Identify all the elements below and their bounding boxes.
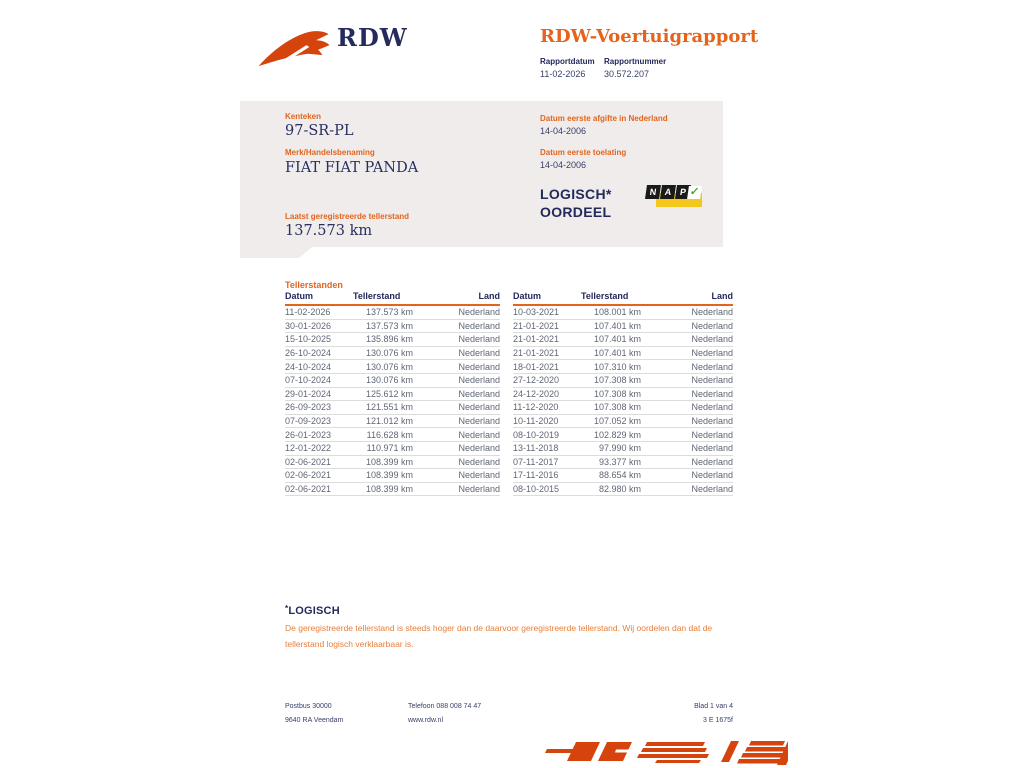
page-title: RDW-Voertuigrapport — [540, 26, 759, 47]
cell-datum: 21-01-2021 — [513, 348, 560, 359]
laatste-tellerstand-value: 137.573 km — [285, 223, 373, 239]
footnote-title-text: LOGISCH — [288, 605, 340, 617]
table-row — [513, 374, 733, 388]
cell-land: Nederland — [458, 402, 500, 413]
cell-land: Nederland — [458, 348, 500, 359]
cell-land: Nederland — [691, 470, 733, 481]
table-row — [285, 333, 500, 347]
cell-stand: 107.308 km — [593, 388, 641, 399]
col-header-land: Land — [478, 291, 500, 301]
report-date-value: 11-02-2026 — [540, 69, 586, 79]
cell-stand: 97.990 km — [598, 443, 641, 454]
cell-land: Nederland — [458, 484, 500, 495]
table-row — [513, 469, 733, 483]
cell-datum: 21-01-2021 — [513, 334, 560, 345]
footer-address-line1: Postbus 30000 — [285, 703, 332, 710]
col-header-datum: Datum — [513, 291, 542, 301]
cell-datum: 18-01-2021 — [513, 361, 560, 372]
table-row — [513, 320, 733, 334]
kenteken-value: 97-SR-PL — [285, 123, 354, 139]
col-header-tellerstand: Tellerstand — [353, 291, 401, 301]
cell-datum: 08-10-2019 — [513, 429, 560, 440]
table-row — [513, 415, 733, 429]
rdw-logo-text: RDW — [337, 23, 408, 52]
cell-datum: 10-11-2020 — [513, 416, 559, 427]
cell-land: Nederland — [458, 429, 500, 440]
cell-datum: 07-11-2017 — [513, 456, 559, 467]
cell-datum: 13-11-2018 — [513, 443, 559, 454]
cell-datum: 17-11-2016 — [513, 470, 559, 481]
table-row — [285, 483, 500, 497]
merk-value: FIAT FIAT PANDA — [285, 160, 419, 176]
table-row — [513, 347, 733, 361]
eerste-afgifte-label: Datum eerste afgifte in Nederland — [540, 114, 668, 123]
table-row — [285, 306, 500, 320]
oordeel-text — [540, 185, 612, 221]
table-row — [285, 374, 500, 388]
cell-land: Nederland — [691, 348, 733, 359]
table-row — [513, 306, 733, 320]
cell-stand: 135.896 km — [365, 334, 413, 345]
table-row — [513, 333, 733, 347]
table-row — [513, 428, 733, 442]
cell-datum: 02-06-2021 — [285, 470, 332, 481]
cell-land: Nederland — [458, 334, 500, 345]
eerste-toelating-value: 14-04-2006 — [540, 160, 587, 170]
table-row — [285, 415, 500, 429]
table-row — [513, 442, 733, 456]
footer-website: www.rdw.nl — [408, 717, 444, 724]
cell-land: Nederland — [691, 375, 733, 386]
report-number-value: 30.572.207 — [604, 69, 650, 79]
report-date-label: Rapportdatum — [540, 57, 595, 66]
tellerstanden-table-left — [285, 291, 500, 496]
cell-land: Nederland — [458, 456, 500, 467]
cell-datum: 11-12-2020 — [513, 402, 559, 413]
cell-stand: 137.573 km — [365, 307, 413, 318]
cell-land: Nederland — [458, 416, 500, 427]
cell-land: Nederland — [458, 361, 500, 372]
cell-datum: 24-12-2020 — [513, 388, 560, 399]
nap-letter-n: N — [645, 185, 661, 199]
table-header — [513, 291, 733, 306]
cell-stand: 107.052 km — [593, 416, 641, 427]
cell-land: Nederland — [691, 416, 733, 427]
cell-stand: 130.076 km — [365, 361, 413, 372]
cell-datum: 02-06-2021 — [285, 484, 332, 495]
cell-land: Nederland — [691, 388, 733, 399]
nap-check-icon: ✓ — [687, 186, 702, 199]
cell-land: Nederland — [458, 375, 500, 386]
cell-stand: 108.399 km — [365, 484, 413, 495]
cell-datum: 10-03-2021 — [513, 307, 560, 318]
nap-letter-a: A — [660, 185, 676, 199]
cell-land: Nederland — [691, 402, 733, 413]
cell-stand: 107.310 km — [593, 361, 641, 372]
cell-land: Nederland — [458, 307, 500, 318]
tellerstanden-table-right — [513, 291, 733, 496]
cell-land: Nederland — [691, 456, 733, 467]
laatste-tellerstand-label: Laatst geregistreerde tellerstand — [285, 212, 410, 221]
cell-land: Nederland — [458, 388, 500, 399]
table-row — [285, 456, 500, 470]
cell-datum: 11-02-2026 — [285, 307, 331, 318]
footnote-text: De geregistreerde tellerstand is steeds hoger dan de daarvoor geregistreerde tellerstand. Wij oordelen dan dat de tellerstand logisch verklaarbaar is. — [285, 623, 713, 649]
cell-land: Nederland — [691, 307, 733, 318]
cell-land: Nederland — [458, 443, 500, 454]
footer-contact — [408, 700, 481, 728]
cell-land: Nederland — [458, 320, 500, 331]
cell-datum: 27-12-2020 — [513, 375, 560, 386]
cell-land: Nederland — [691, 484, 733, 495]
table-row — [285, 428, 500, 442]
table-row — [513, 388, 733, 402]
cell-datum: 08-10-2015 — [513, 484, 560, 495]
report-number-label: Rapportnummer — [604, 57, 667, 66]
cell-land: Nederland — [691, 361, 733, 372]
cell-datum: 26-01-2023 — [285, 429, 332, 440]
cell-stand: 121.551 km — [365, 402, 413, 413]
footer-form-code: 3 E 1675f — [703, 717, 733, 724]
footnote-title — [285, 604, 340, 617]
cell-stand: 82.980 km — [598, 484, 641, 495]
cell-stand: 121.012 km — [365, 416, 413, 427]
cell-datum: 07-09-2023 — [285, 416, 332, 427]
cell-datum: 15-10-2025 — [285, 334, 332, 345]
nap-letter-p: P — [675, 185, 691, 199]
nap-logo — [646, 184, 704, 210]
table-row — [285, 442, 500, 456]
cell-datum: 30-01-2026 — [285, 320, 332, 331]
cell-datum: 24-10-2024 — [285, 361, 332, 372]
cell-stand: 130.076 km — [365, 348, 413, 359]
table-row — [285, 320, 500, 334]
cell-datum: 26-10-2024 — [285, 348, 332, 359]
cell-stand: 108.399 km — [365, 470, 413, 481]
cell-stand: 110.971 km — [366, 443, 413, 454]
cell-stand: 108.399 km — [365, 456, 413, 467]
table-row — [285, 360, 500, 374]
col-header-land: Land — [711, 291, 733, 301]
eerste-toelating-label: Datum eerste toelating — [540, 148, 627, 157]
cell-land: Nederland — [691, 429, 733, 440]
cell-datum: 07-10-2024 — [285, 375, 332, 386]
cell-stand: 108.001 km — [593, 307, 641, 318]
table-row — [285, 469, 500, 483]
table-row — [285, 401, 500, 415]
cell-stand: 116.628 km — [366, 429, 413, 440]
cell-stand: 107.308 km — [593, 402, 641, 413]
vehicle-summary-card-tab — [240, 247, 312, 258]
table-row — [285, 388, 500, 402]
kenteken-label: Kenteken — [285, 112, 322, 121]
cell-datum: 12-01-2022 — [285, 443, 332, 454]
merk-label: Merk/Handelsbenaming — [285, 148, 375, 157]
footer-address — [285, 700, 343, 728]
rdw-logo-icon — [256, 24, 334, 70]
col-header-tellerstand: Tellerstand — [581, 291, 629, 301]
footer-page-info — [633, 700, 733, 728]
cell-stand: 107.401 km — [593, 320, 641, 331]
table-row — [513, 483, 733, 497]
oordeel-line2: OORDEEL — [540, 204, 612, 220]
rdw-footer-graphic — [545, 737, 788, 768]
cell-stand: 93.377 km — [598, 456, 641, 467]
cell-stand: 88.654 km — [598, 470, 641, 481]
footnote-asterisk: * — [285, 604, 289, 613]
cell-stand: 125.612 km — [365, 388, 413, 399]
eerste-afgifte-value: 14-04-2006 — [540, 126, 587, 136]
cell-stand: 107.401 km — [593, 334, 641, 345]
cell-datum: 26-09-2023 — [285, 402, 332, 413]
cell-land: Nederland — [691, 320, 733, 331]
footer-address-line2: 9640 RA Veendam — [285, 717, 344, 724]
tellerstanden-section-title: Tellerstanden — [285, 280, 343, 290]
col-header-datum: Datum — [285, 291, 314, 301]
cell-land: Nederland — [691, 334, 733, 345]
table-row — [513, 401, 733, 415]
cell-stand: 130.076 km — [365, 375, 413, 386]
cell-stand: 102.829 km — [593, 429, 641, 440]
table-row — [513, 456, 733, 470]
footer-phone: Telefoon 088 008 74 47 — [408, 703, 482, 710]
cell-datum: 02-06-2021 — [285, 456, 332, 467]
cell-datum: 29-01-2024 — [285, 388, 332, 399]
cell-stand: 137.573 km — [365, 320, 413, 331]
table-header — [285, 291, 500, 306]
cell-land: Nederland — [458, 470, 500, 481]
table-row — [513, 360, 733, 374]
cell-stand: 107.401 km — [593, 348, 641, 359]
table-row — [285, 347, 500, 361]
footer-page-number: Blad 1 van 4 — [694, 703, 733, 710]
oordeel-line1: LOGISCH* — [540, 186, 612, 202]
cell-datum: 21-01-2021 — [513, 320, 560, 331]
cell-land: Nederland — [691, 443, 733, 454]
cell-stand: 107.308 km — [593, 375, 641, 386]
